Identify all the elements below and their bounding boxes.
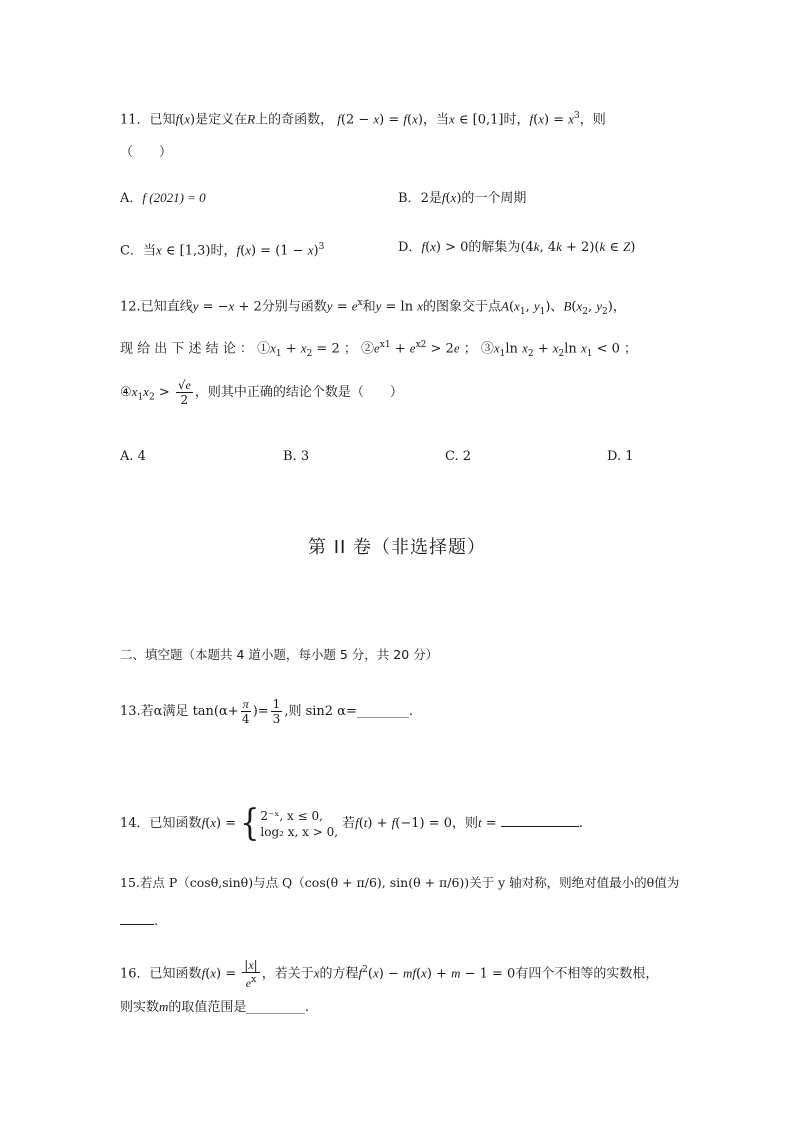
question-14: 14．已知函数f(x) = { 2⁻ˣ, x ≤ 0, log₂ x, x > 0, 若f(t) + f(−1) = 0，则t = . (120, 801, 583, 844)
option-12-A: A. 4 (120, 449, 146, 464)
option-12-B: B. 3 (283, 449, 310, 464)
question-12-conclusions: 现 给 出 下 述 结 论 ： $①x_1 + x_2 = 2$ ； $②e^{x1} + e^{x2} > 2e$ ； $③x_1\ln$ $x_2 + x_2\ln$ $x_1 < 0$ ； (120, 340, 638, 359)
part-title: 第 II 卷（非选择题） (307, 537, 487, 558)
question-15-line2: . (120, 912, 158, 932)
option-12-D: D. 1 (607, 449, 634, 464)
question-16-line1: 16．已知函数f(x) = $\frac{|x|}{e^x}$ ，若关于x的方程$f^2(x) - mf(x) + m - 1 = 0$有四个不相等的实数根， (120, 958, 659, 990)
question-12-stem: 12.已知直线y = −x + 2分别与函数$y = e^x$和y = ln x的图象交于点$A(x_1$, $y_1$)、$B(x_2$, $y_2$)， (120, 298, 626, 317)
question-15-line1: 15.若点 P（cosθ,sinθ)与点 Q（cos(θ + π/6), sin(θ + π/6))关于 y 轴对称，则绝对值最小的θ值为 (120, 875, 680, 890)
option-11-A: A．f (2021) = 0 (120, 190, 206, 206)
question-13: 13.若α满足 tan(α+ $\frac{\pi}{4}$ )= $\frac{1}{3}$ ,则 sin2 α=________. (120, 697, 413, 726)
question-number: 11． (120, 112, 150, 128)
question-11-paren: （ ） (120, 145, 173, 160)
option-11-D: D．f(x) > 0的解集为(4k, 4k + 2)(k ∈ Z) (398, 239, 636, 255)
option-12-C: C. 2 (445, 449, 472, 464)
question-12-tail: $④x_1x_2$ > $\frac{√e}{2}$ ，则其中正确的结论个数是（ ） (120, 378, 403, 407)
section-heading: 二、填空题（本题共 4 道小题，每小题 5 分，共 20 分） (120, 647, 439, 662)
question-11-stem: 11．已知f(x)是定义在R上的奇函数， f(2 − x) = f(x)，当x ∈ [0,1]时，$f(x) = x^3$，则 (120, 111, 606, 128)
option-11-C: C．当x ∈ [1,3)时，$f(x) = (1 - x)^3$ (120, 242, 325, 259)
option-11-B: B．2是f(x)的一个周期 (398, 190, 527, 206)
question-16-line2: 则实数m的取值范围是_________. (120, 999, 310, 1015)
